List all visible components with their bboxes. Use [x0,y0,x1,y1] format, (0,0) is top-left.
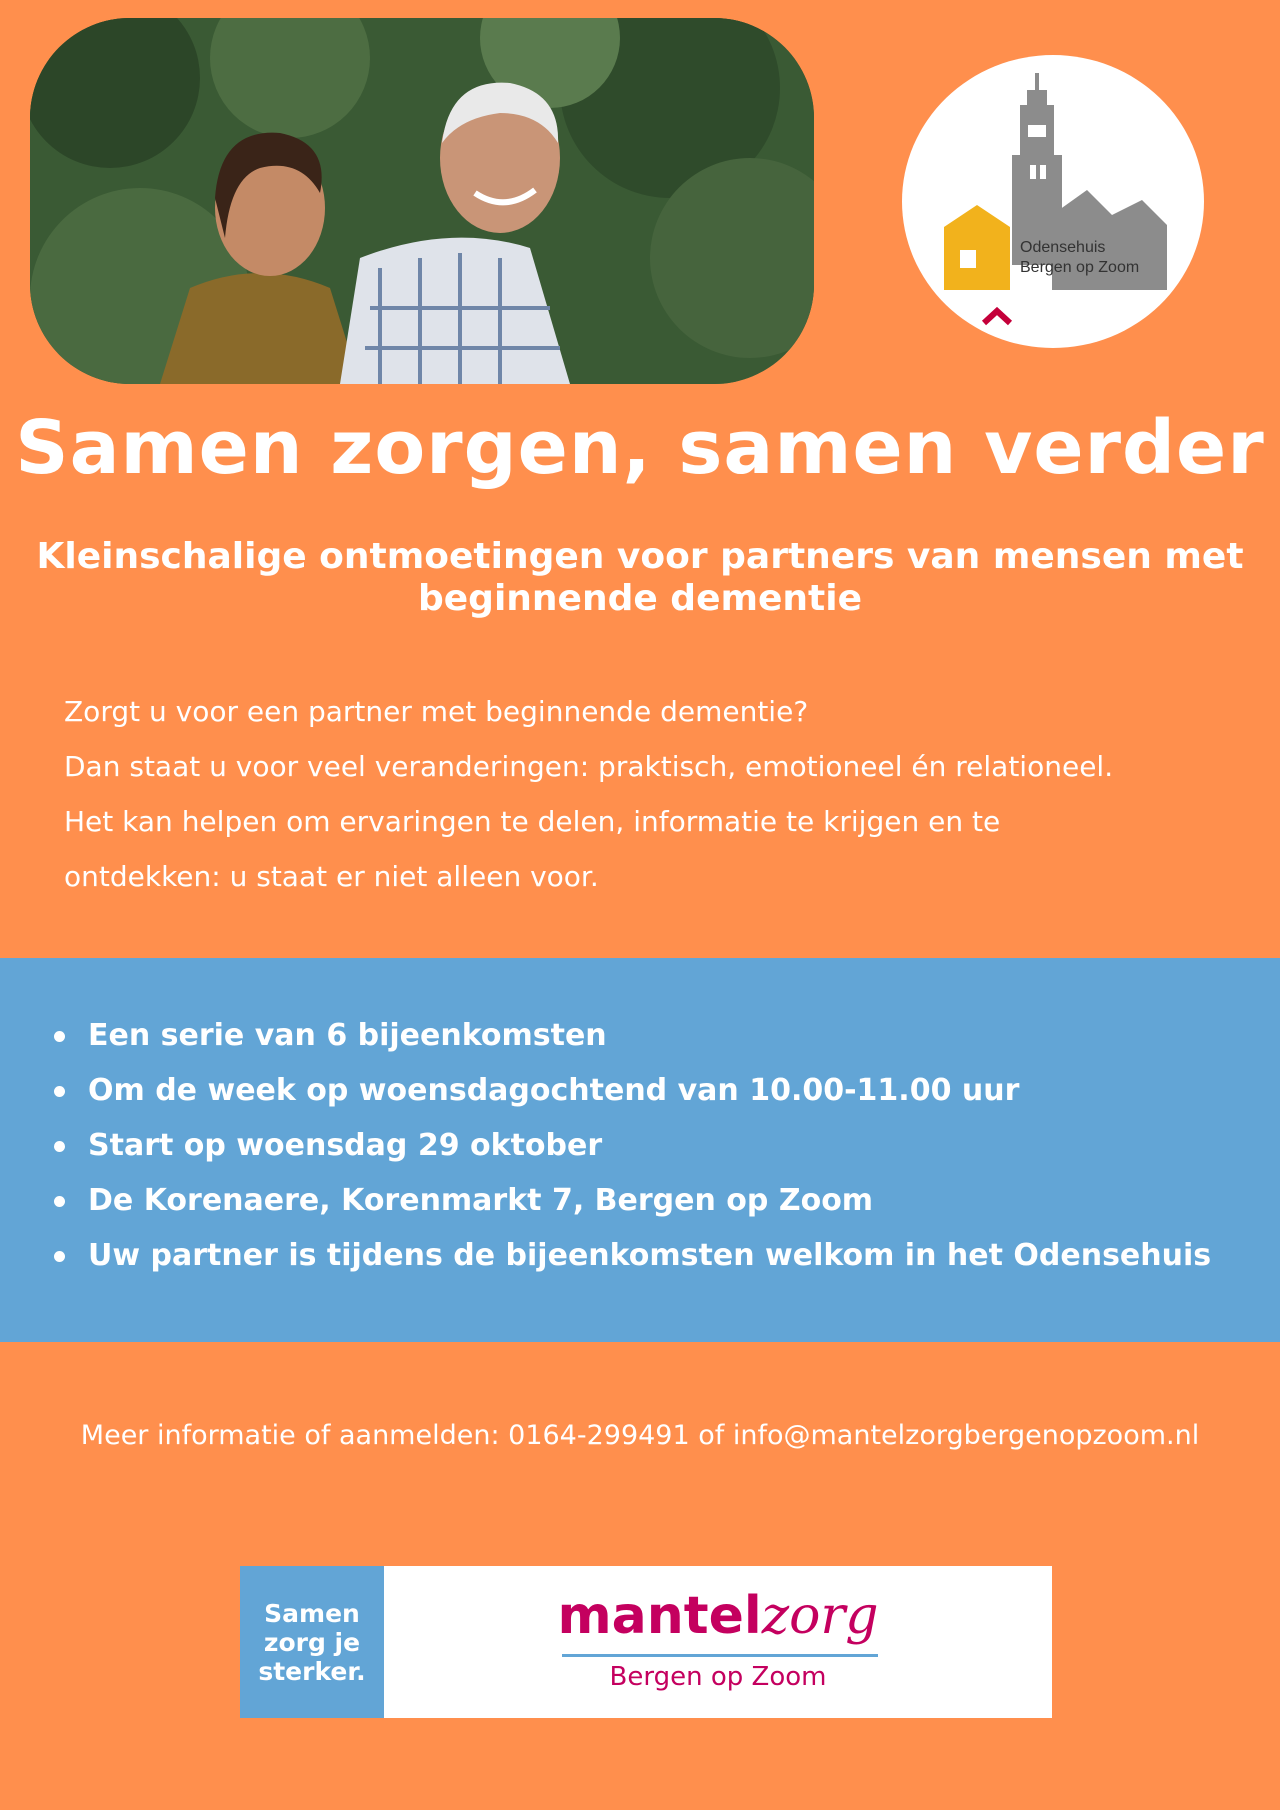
slogan-line: Samen [264,1598,360,1628]
logo-line-1: Odensehuis [1020,239,1106,256]
intro-text [64,684,1234,904]
odensehuis-logo-text [1020,238,1139,278]
details-list [52,1008,1211,1283]
page-subtitle: Kleinschalige ontmoetingen voor partners van mensen met beginnende dementie [36,536,1244,619]
wordmark-divider [562,1654,878,1657]
details-item: Om de week op woensdagochtend van 10.00-11.00 uur [52,1063,1211,1118]
mantelzorg-name [384,1586,1052,1646]
details-item: De Korenaere, Korenmarkt 7, Bergen op Zoom [52,1173,1211,1228]
logo-line-2: Bergen op Zoom [1020,259,1140,276]
details-band [0,958,1280,1342]
odensehuis-logo [902,55,1204,348]
brand-part-2: zorg [761,1586,879,1646]
intro-line: Dan staat u voor veel veranderingen: praktisch, emotioneel én relationeel. [64,750,1114,783]
brand-part-1: mantel [557,1586,762,1646]
couple-photo-illustration [30,18,814,384]
slogan-line: zorg je [263,1627,361,1657]
details-item: Start op woensdag 29 oktober [52,1118,1211,1173]
details-item: Een serie van 6 bijeenkomsten [52,1008,1211,1063]
slogan-block [240,1566,384,1718]
couple-photo [30,18,814,384]
slogan-line: sterker. [258,1656,366,1686]
mantelzorg-place: Bergen op Zoom [609,1662,827,1692]
details-item: Uw partner is tijdens de bijeenkomsten welkom in het Odensehuis [52,1228,1211,1283]
contact-info: Meer informatie of aanmelden: 0164-299491 of info@mantelzorgbergenopzoom.nl [80,1420,1200,1451]
church-building-icon [902,55,1204,348]
mantelzorg-wordmark [384,1566,1052,1718]
intro-line: ontdekken: u staat er niet alleen voor. [64,860,599,893]
intro-line: Zorgt u voor een partner met beginnende dementie? [64,695,809,728]
intro-line: Het kan helpen om ervaringen te delen, informatie te krijgen en te [64,805,1001,838]
mantelzorg-logo [240,1566,1052,1718]
page-title: Samen zorgen, samen verder [15,405,1265,491]
